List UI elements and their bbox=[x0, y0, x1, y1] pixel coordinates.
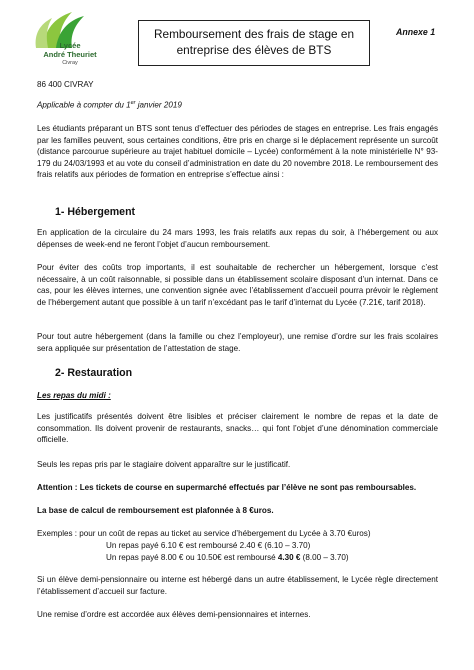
title-line-2: entreprise des élèves de BTS bbox=[176, 42, 332, 57]
applicable-suffix: janvier 2019 bbox=[135, 100, 182, 110]
restauration-paragraph-4: Une remise d’ordre est accordée aux élèves demi-pensionnaires et internes. bbox=[37, 610, 311, 619]
address: 86 400 CIVRAY bbox=[37, 80, 94, 89]
applicable-sup: er bbox=[130, 100, 136, 106]
example-line-2: Un repas payé 6.10 € est remboursé 2.40 € (6.10 – 3.70) bbox=[106, 541, 311, 550]
logo-text-line3: Civray bbox=[62, 60, 78, 66]
example-line-3-amount: 4.30 € bbox=[277, 553, 301, 562]
example-line-3 bbox=[106, 552, 436, 564]
document-title bbox=[138, 20, 370, 66]
section-heading-hebergement: 1- Hébergement bbox=[55, 206, 136, 218]
hebergement-paragraph-1: En application de la circulaire du 24 mars 1993, les frais relatifs aux repas du soir, à l’hébergement ou aux dépenses de week-end ne feront l’objet d’aucun remboursement. bbox=[37, 228, 438, 249]
attention-note: Attention : Les tickets de course en supermarché effectués par l’élève ne sont pas remboursables. bbox=[37, 483, 417, 492]
hebergement-paragraph-2: Pour éviter des coûts trop importants, il est souhaitable de rechercher un hébergement, lorsque c’est nécessaire, à un coût raisonnable, si possible dans un établissement scolaire disposant d’un internat. Dans ce cas, pour les élèves internes, une convention signée avec l’établissement d’accueil pourra prévoir le règlement de l’hébergement autant que possible à un tarif n’excédant pas le tarif d’internat du Lycée (7.21€, tarif 2018). bbox=[37, 263, 438, 307]
school-logo bbox=[22, 8, 122, 70]
restauration-paragraph-3: Si un élève demi-pensionnaire ou interne est hébergé dans un autre établissement, le Lycée règle directement l’établissement d’accueil sur facture. bbox=[37, 575, 438, 596]
title-line-1: Remboursement des frais de stage en bbox=[154, 27, 354, 41]
applicable-prefix: Applicable à compter du 1 bbox=[37, 100, 131, 110]
hebergement-paragraph-3: Pour tout autre hébergement (dans la famille ou chez l’employeur), une remise d’ordre sur les frais scolaires sera appliquée sur présentation de l’attestation de stage. bbox=[37, 332, 438, 353]
section-heading-restauration: 2- Restauration bbox=[55, 367, 133, 379]
base-calcul: La base de calcul de remboursement est plafonnée à 8 €uros. bbox=[37, 506, 274, 515]
restauration-paragraph-1: Les justificatifs présentés doivent être lisibles et préciser clairement le nombre de repas et la date de consommation. Ils doivent provenir de restaurants, snacks… qui font l’objet d’une dénomination commerciale officielle. bbox=[37, 412, 438, 445]
annexe-label: Annexe 1 bbox=[396, 27, 436, 37]
subheading-repas-midi: Les repas du midi : bbox=[37, 391, 111, 400]
example-line-1: Exemples : pour un coût de repas au ticket au service d’hébergement du Lycée à 3.70 €uros) bbox=[37, 529, 371, 538]
applicable-date bbox=[37, 100, 182, 110]
restauration-paragraph-2: Seuls les repas pris par le stagiaire doivent apparaître sur le justificatif. bbox=[37, 460, 291, 469]
logo-text-line1: Lycée bbox=[59, 41, 81, 50]
example-line-3-c: (8.00 – 3.70) bbox=[300, 553, 349, 562]
intro-paragraph: Les étudiants préparant un BTS sont tenus d’effectuer des périodes de stages en entreprise. Les frais engagés par les familles peuvent, sous certaines conditions, être pris en charge si le déplacement représente un surcoût (distance parcourue supérieure au trajet habituel domicile – Lycée) conformément à la note ministérielle N° 93-179 du 24/03/1993 et au vote du conseil d’administration en date du 20 novembre 2018. Le remboursement des frais relatifs aux périodes de formation en entreprise s’effectue ainsi : bbox=[37, 124, 438, 180]
example-line-3-a: Un repas payé 8.00 € ou 10.50€ est remboursé bbox=[106, 553, 278, 562]
logo-text-line2: André Theuriet bbox=[43, 49, 97, 59]
